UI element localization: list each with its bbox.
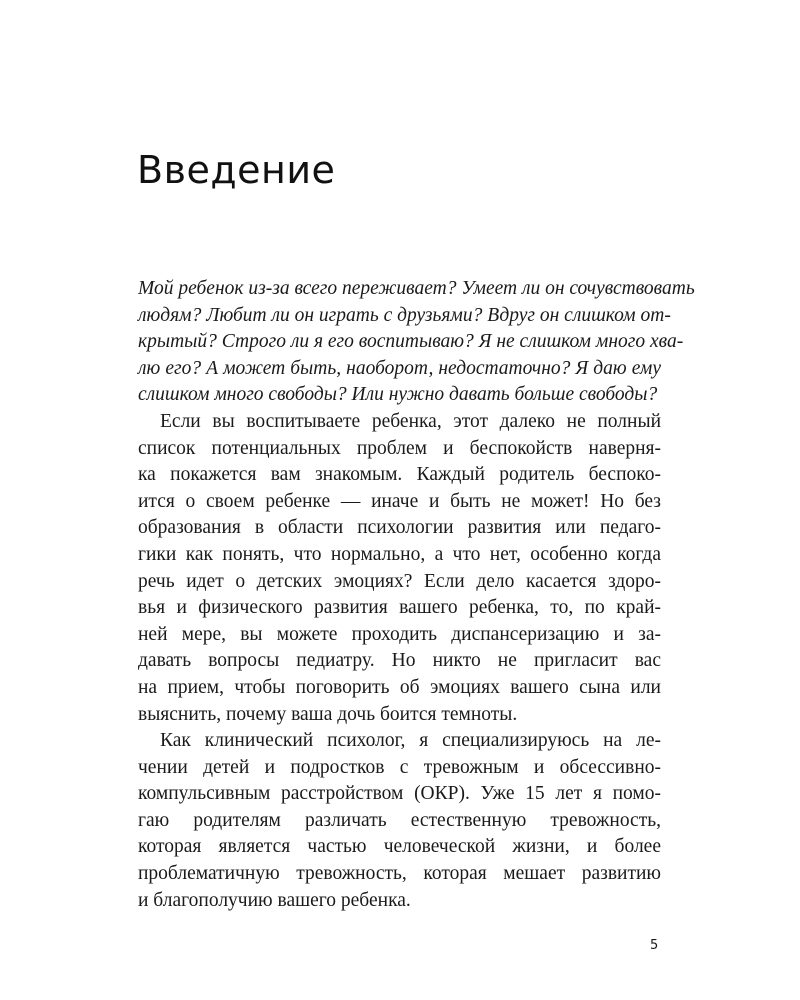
text-line: компульсивным расстройством (ОКР). Уже 15 лет я помо- — [138, 783, 661, 805]
text-line: слишком много свободы? Или нужно давать больше свободы? — [138, 384, 658, 406]
text-line: проблематичную тревожность, которая мешает развитию — [138, 863, 661, 885]
text-line: давать вопросы педиатру. Но никто не пригласит вас — [138, 650, 661, 672]
text-line: лю его? А может быть, наоборот, недостаточно? Я даю ему — [138, 357, 661, 379]
page-number: 5 — [650, 938, 659, 953]
text-line: ится о своем ребенке — иначе и быть не может! Но без — [138, 490, 661, 512]
intro-italic-paragraph — [138, 276, 695, 409]
paragraph-2 — [138, 728, 661, 914]
text-line: крытый? Строго ли я его воспитываю? Я не слишком много хва- — [138, 331, 684, 353]
text-line: чении детей и подростков с тревожным и обсессивно- — [138, 756, 661, 778]
paragraph-1 — [138, 409, 661, 728]
text-line: которая является частью человеческой жизни, и более — [138, 836, 661, 858]
text-line: ка покажется вам знакомым. Каждый родитель беспоко- — [138, 464, 661, 486]
text-line: образования в области психологии развития или педаго- — [138, 517, 661, 539]
text-line: выяснить, почему ваша дочь боится темноты. — [138, 703, 518, 725]
page-body — [138, 276, 695, 914]
text-line: и благополучию вашего ребенка. — [138, 889, 411, 911]
text-line: Мой ребенок из-за всего переживает? Умеет ли он сочувствовать — [138, 278, 695, 299]
text-line: на прием, чтобы поговорить об эмоциях вашего сына или — [138, 676, 661, 698]
text-line: гики как понять, что нормально, а что нет, особенно когда — [138, 543, 661, 565]
text-line: людям? Любит ли он играть с друзьями? Вдруг он слишком от- — [138, 304, 671, 326]
text-line: Как клинический психолог, я специализируюсь на ле- — [160, 730, 661, 752]
text-line: речь идет о детских эмоциях? Если дело касается здоро- — [138, 570, 661, 592]
text-line: вья и физического развития вашего ребенка, то, по край- — [138, 597, 661, 619]
chapter-title: Введение — [137, 148, 336, 192]
text-line: Если вы воспитываете ребенка, этот далеко не полный — [160, 410, 661, 432]
text-line: гаю родителям различать естественную тревожность, — [138, 809, 661, 831]
text-line: список потенциальных проблем и беспокойств наверня- — [138, 437, 661, 459]
text-line: ней мере, вы можете проходить диспансеризацию и за- — [138, 623, 661, 645]
